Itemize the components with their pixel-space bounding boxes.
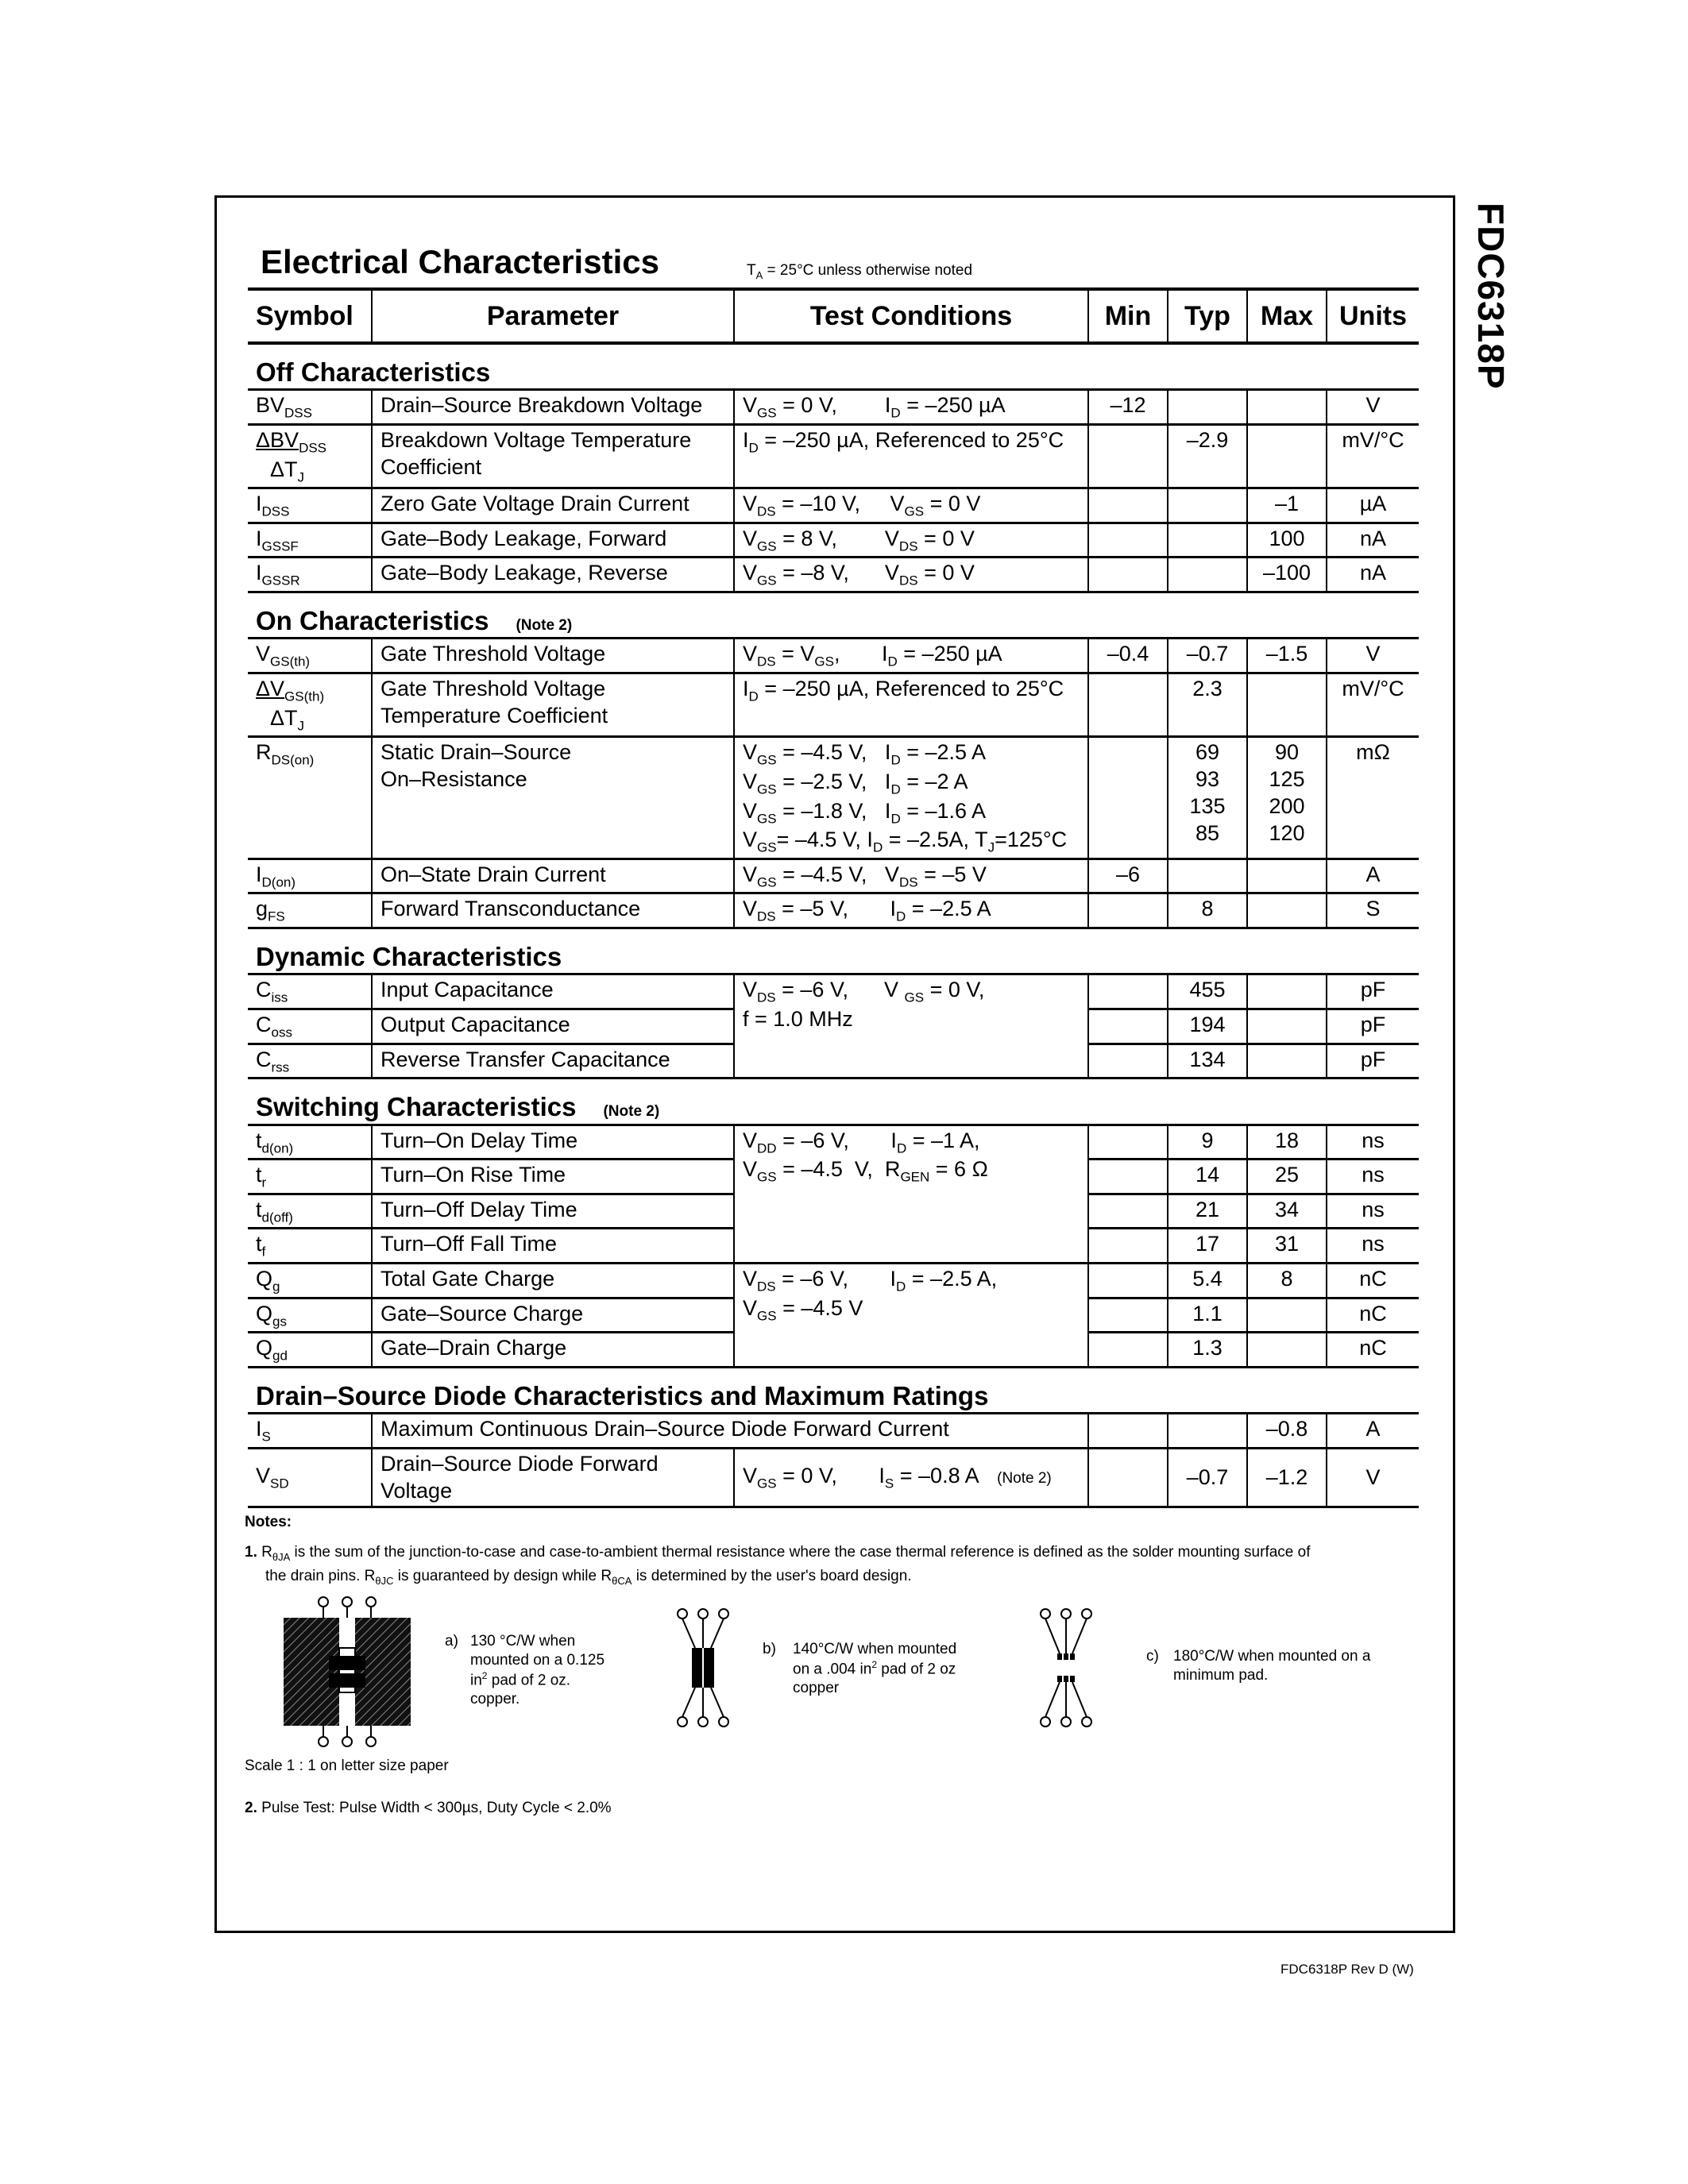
figure-c-caption: 180°C/W when mounted on a minimum pad. xyxy=(1173,1648,1371,1684)
table-row: $Q_{gd}$ Gate–Drain Charge 1.3 nC xyxy=(248,1333,1419,1368)
note-1-line-2: the drain pins. $R_{\theta JC}$ is guaranteed by design while $R_{\theta CA}$ is determined by the user's board design. xyxy=(265,1568,912,1587)
table-row: $I_{GSSR}$ Gate–Body Leakage, Reverse $V_{GS} = -8$ V, $V_{DS} = 0$ V –100 nA xyxy=(248,558,1419,592)
temperature-condition: $T_A = 25^\circ C$ unless otherwise noted xyxy=(747,262,973,281)
pad-layout-b-figure xyxy=(671,1604,735,1731)
figure-c-label: c) xyxy=(1146,1648,1159,1665)
header-units: Units xyxy=(1327,289,1419,343)
section-row-dynamic: Dynamic Characteristics xyxy=(248,928,1419,974)
header-symbol: Symbol xyxy=(248,289,372,343)
figure-a-label: a) xyxy=(445,1633,458,1650)
part-number-vertical-title: FDC6318P xyxy=(1470,203,1512,390)
section-row-on: On Characteristics (Note 2) xyxy=(248,592,1419,639)
notes-heading: Notes: xyxy=(245,1514,292,1530)
note-1-line-1: 1. $R_{\theta JA}$ is the sum of the junction-to-case and case-to-ambient thermal resistance where the case thermal reference is defined as the solder mounting surface of xyxy=(245,1544,1311,1563)
table-row: $I_{D(on)}$ On–State Drain Current $V_{GS} = -4.5$ V, $V_{DS} = -5$ V –6 A xyxy=(248,859,1419,893)
table-row: $Q_g$ Total Gate Charge $V_{DS} = -6$ V, $I_D = -2.5$ A, $V_{GS} = -4.5$ V 5.4 8 nC xyxy=(248,1264,1419,1298)
header-min: Min xyxy=(1088,289,1168,343)
table-row: $t_{d(on)}$ Turn–On Delay Time $V_{DD} = -6$ V, $I_D = -1$ A, $V_{GS} = -4.5$ V, $R_{GEN} = 6$ Ω 9 18 ns xyxy=(248,1125,1419,1160)
header-typ: Typ xyxy=(1168,289,1247,343)
pad-layout-c-figure xyxy=(1034,1604,1098,1731)
header-test-conditions: Test Conditions xyxy=(734,289,1088,343)
note-2: 2. Pulse Test: Pulse Width < 300µs, Duty Cycle < 2.0% xyxy=(245,1800,612,1816)
table-row: $g_{FS}$ Forward Transconductance $V_{DS} = -5$ V, $I_D = -2.5$ A 8 S xyxy=(248,893,1419,928)
scale-note: Scale 1 : 1 on letter size paper xyxy=(245,1758,449,1774)
table-row: $I_{DSS}$ Zero Gate Voltage Drain Current $V_{DS} = -10$ V, $V_{GS} = 0$ V –1 µA xyxy=(248,488,1419,523)
header-parameter: Parameter xyxy=(372,289,734,343)
section-row-diode: Drain–Source Diode Characteristics and Maximum Ratings xyxy=(248,1368,1419,1414)
header-max: Max xyxy=(1247,289,1327,343)
table-row: $C_{rss}$ Reverse Transfer Capacitance 134 pF xyxy=(248,1044,1419,1078)
table-row: $Q_{gs}$ Gate–Source Charge 1.1 nC xyxy=(248,1298,1419,1333)
table-row: $V_{SD}$ Drain–Source Diode Forward Voltage $V_{GS} = 0$ V, $I_S = -0.8$ A (Note 2) –0.7 –1.2 V xyxy=(248,1448,1419,1507)
section-title: Electrical Characteristics xyxy=(261,243,659,280)
table-row: $I_{GSSF}$ Gate–Body Leakage, Forward $V_{GS} = 8$ V, $V_{DS} = 0$ V 100 nA xyxy=(248,523,1419,558)
section-row-off: Off Characteristics xyxy=(248,343,1419,390)
table-row: $V_{GS(th)}$ Gate Threshold Voltage $V_{DS} = V_{GS}$, $I_D = -250$ µA –0.4 –0.7 –1.5 V xyxy=(248,639,1419,673)
figure-b-label: b) xyxy=(763,1641,776,1657)
table-row: $C_{oss}$ Output Capacitance 194 pF xyxy=(248,1009,1419,1044)
table-header-row xyxy=(248,289,1419,343)
pad-layout-a-figure xyxy=(280,1592,415,1751)
table-row: $R_{DS(on)}$ Static Drain–Source On–Resistance $V_{GS} = -4.5$ V, $I_D = -2.5$ A $V_{GS} = -2.5$ V, $I_D = -2$ A $V_{GS} = -1.8$ V, $I_D = -1.6$ A $V_{GS}= -4.5$ V, $I_D = -2.5A$, $T_J=125^\circ C$ 69 93 135 85 90 125 200 120 mΩ xyxy=(248,737,1419,859)
section-row-switching: Switching Characteristics (Note 2) xyxy=(248,1078,1419,1125)
footer-revision: FDC6318P Rev D (W) xyxy=(1280,1962,1414,1977)
electrical-characteristics-table xyxy=(248,287,1419,1508)
figure-b-caption: 140°C/W when mounted on a .004 $in^2$ pad of 2 oz copper xyxy=(793,1641,957,1696)
table-row: $I_S$ Maximum Continuous Drain–Source Diode Forward Current –0.8 A xyxy=(248,1414,1419,1449)
table-row: $t_r$ Turn–On Rise Time 14 25 ns xyxy=(248,1160,1419,1194)
figure-a-caption: 130 °C/W when mounted on a 0.125 $in^2$ pad of 2 oz. copper. xyxy=(470,1633,605,1707)
table-row: $C_{iss}$ Input Capacitance $V_{DS} = -6$ V, V $_{GS}$ = 0 V, f = 1.0 MHz 455 pF xyxy=(248,974,1419,1009)
table-row: $t_{d(off)}$ Turn–Off Delay Time 21 34 ns xyxy=(248,1194,1419,1229)
table-row: $BV_{DSS}$ Drain–Source Breakdown Voltage $V_{GS} = 0$ V, $I_D = -250$ µA –12 V xyxy=(248,390,1419,425)
table-row: $\Delta V_{GS(th)}$ $\Delta T_J$ Gate Threshold Voltage Temperature Coefficient $I_D = -250$ µA, Referenced to 25°C 2.3 mV/°C xyxy=(248,673,1419,736)
table-row: $t_f$ Turn–Off Fall Time 17 31 ns xyxy=(248,1229,1419,1264)
table-row: $\Delta BV_{DSS}$ $\Delta T_J$ Breakdown Voltage Temperature Coefficient $I_D = -250$ µA, Referenced to 25°C –2.9 mV/°C xyxy=(248,424,1419,488)
